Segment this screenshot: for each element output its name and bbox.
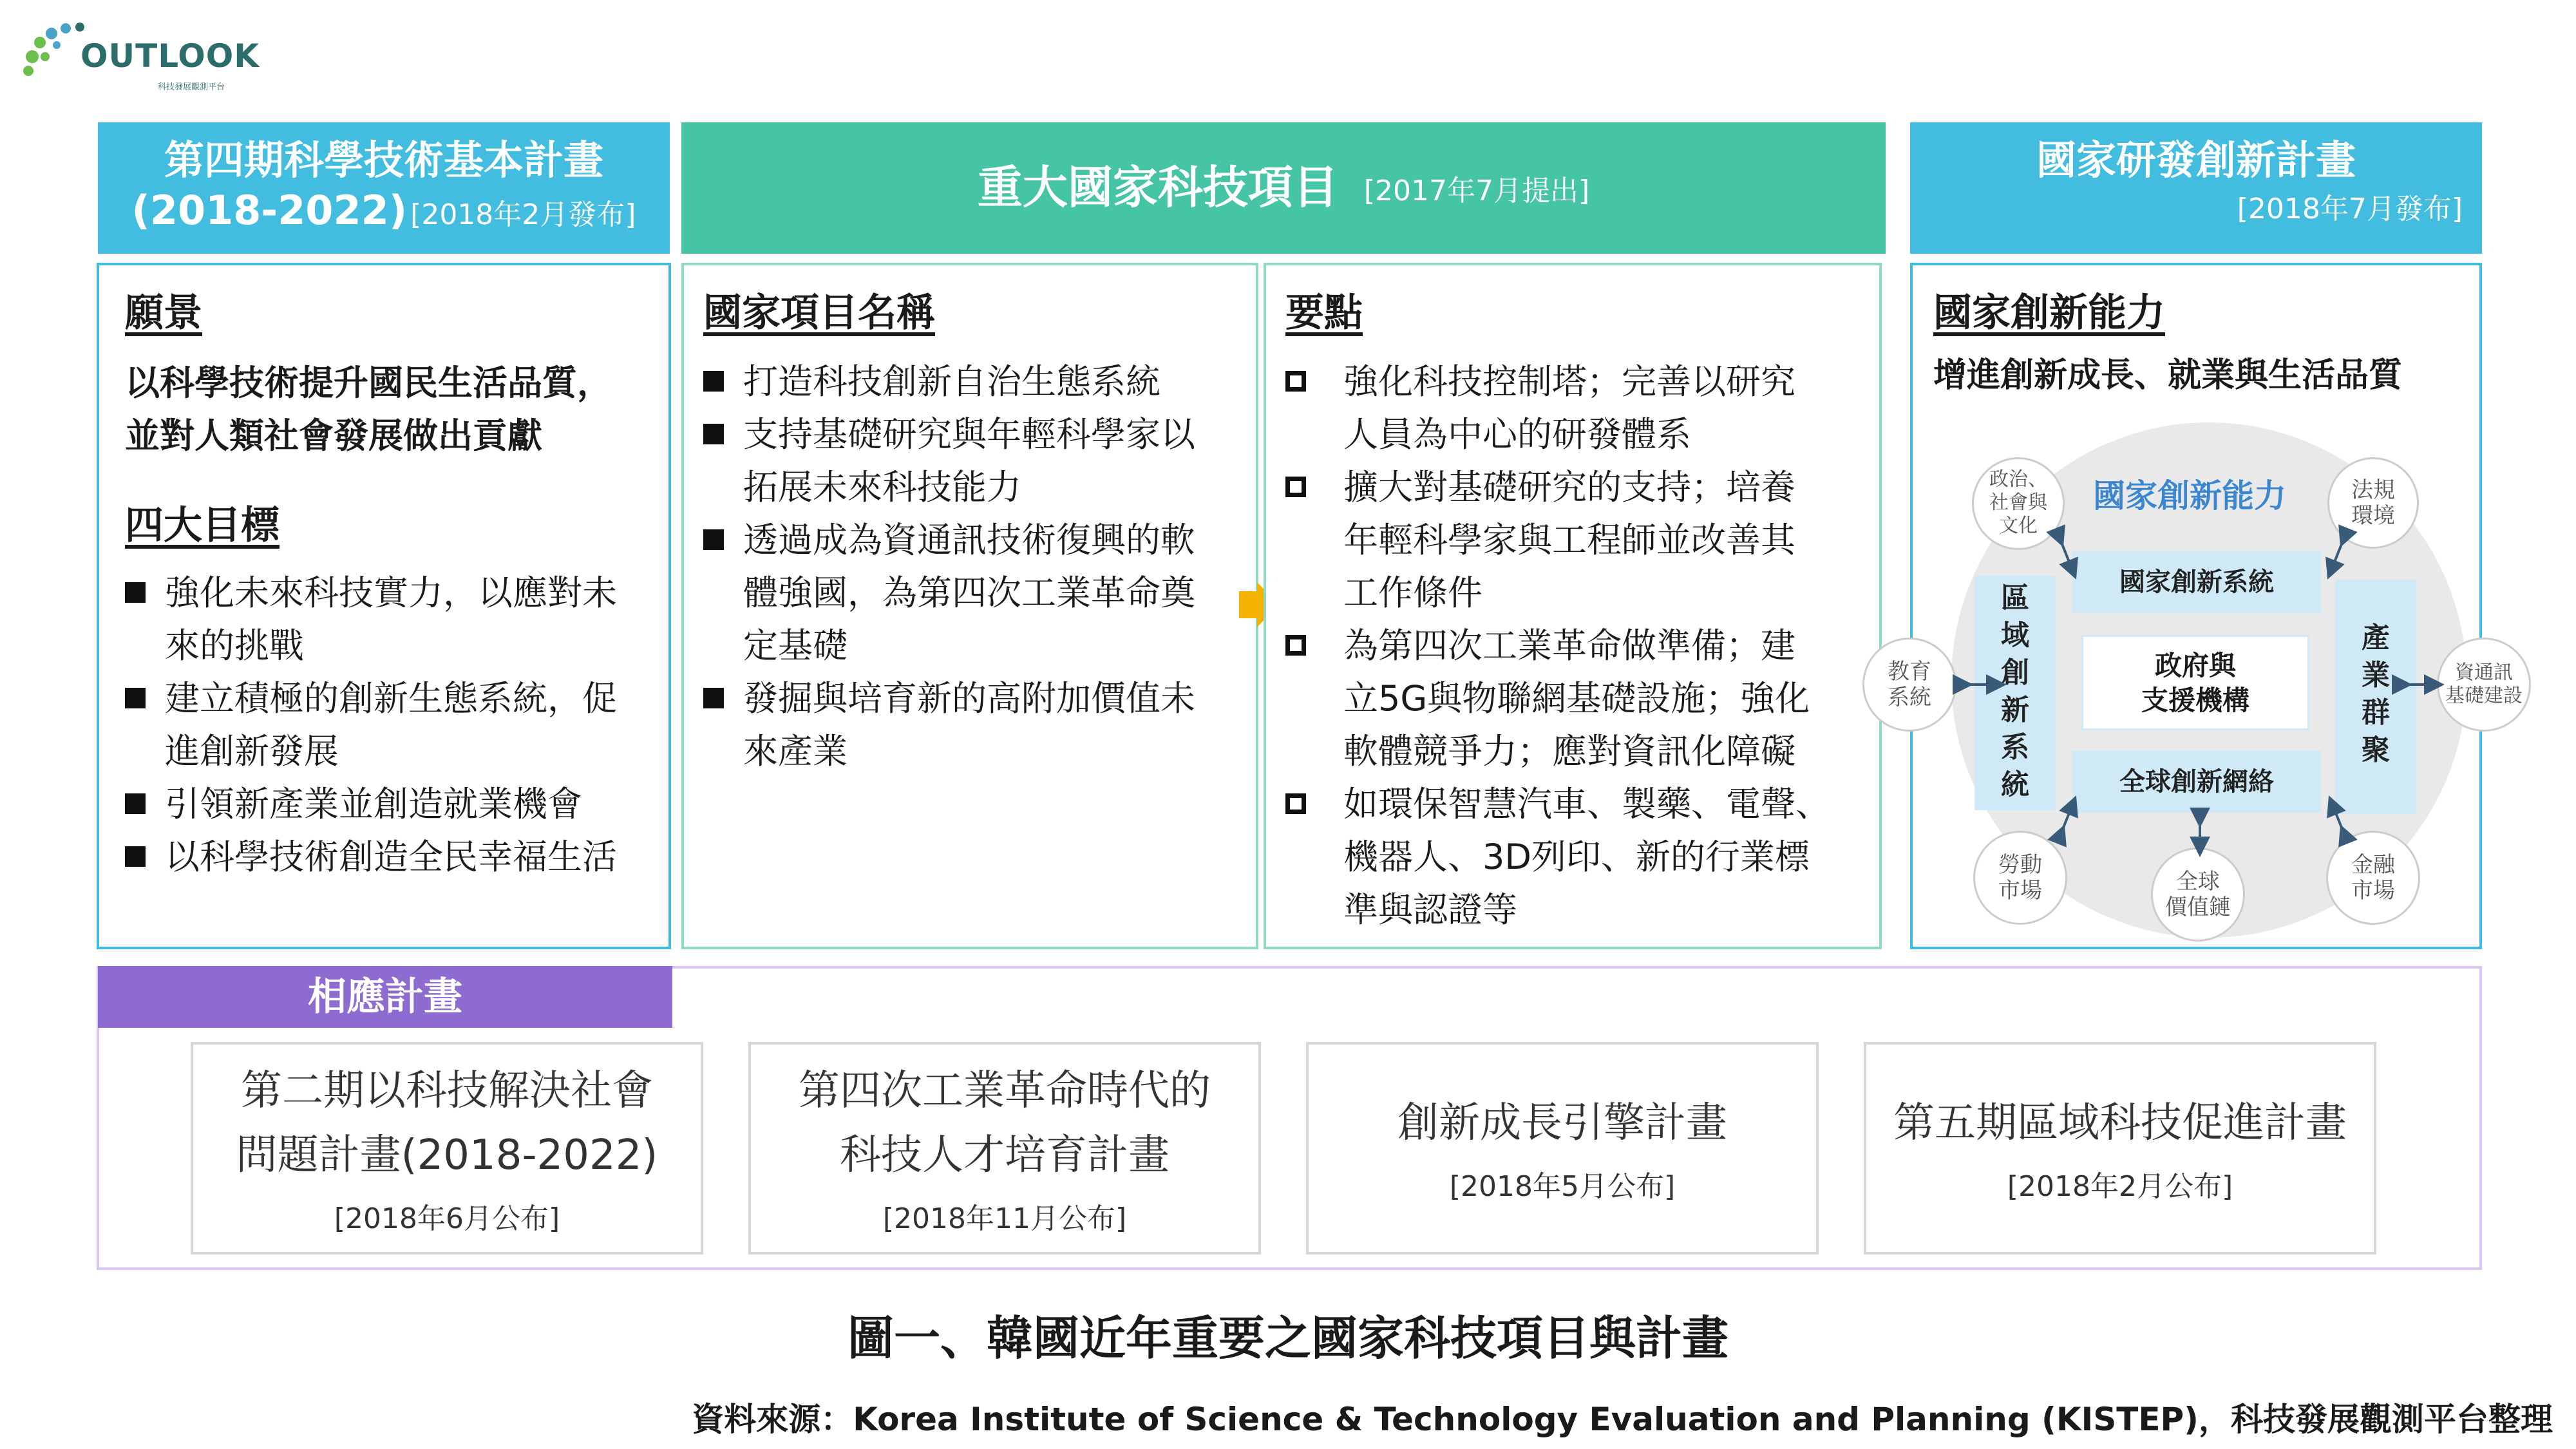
points-item (1285, 778, 1860, 936)
plan-card (1306, 1042, 1819, 1255)
points-item (1285, 355, 1860, 461)
plan-title: 創新成長引擎計畫 (1397, 1099, 1727, 1147)
bullet-hollow-square-icon (1285, 477, 1306, 497)
projects-item-line: 打造科技創新自治生態系統 (743, 361, 1160, 402)
points-list (1285, 355, 1860, 936)
innovation-heading: 國家創新能力 (1933, 290, 2165, 336)
plan-card (748, 1042, 1261, 1255)
gov-support-box: 政府與 支援機構 (2081, 635, 2309, 730)
points-item-line: 強化科技控制塔；完善以研究 (1343, 361, 1795, 402)
logo-wordmark: OUTLOOK (80, 37, 260, 75)
diagram-arrows (1868, 412, 2550, 902)
projects-item-line: 來產業 (743, 731, 848, 772)
national-innovation-system-box: 國家創新系統 (2072, 551, 2321, 613)
header-national-projects (681, 122, 1886, 254)
bullet-square-icon (125, 846, 146, 867)
header-rnd-plan-date: [2018年7月發布] (2237, 192, 2463, 225)
projects-item-line: 定基礎 (743, 625, 848, 666)
bullet-hollow-square-icon (1285, 793, 1306, 814)
plan-date: [2018年6月公布] (334, 1202, 560, 1235)
bullet-square-icon (703, 529, 724, 550)
projects-list (703, 355, 1236, 778)
regional-innovation-system-box: 區 域 創 新 系 統 (1975, 576, 2056, 810)
header-national-projects-title: 重大國家科技項目 (977, 161, 1338, 214)
projects-item (703, 672, 1236, 778)
vision-line-1: 以科學技術提升國民生活品質， (125, 363, 612, 403)
projects-item (703, 514, 1236, 672)
points-panel (1264, 263, 1882, 949)
points-item-line: 年輕科學家與工程師並改善其 (1343, 520, 1795, 560)
plan-card (191, 1042, 703, 1255)
points-item-line: 擴大對基礎研究的支持；培養 (1343, 467, 1795, 507)
points-item-line: 如環保智慧汽車、製藥、電聲、 (1343, 784, 1830, 824)
projects-item-line: 拓展未來科技能力 (743, 467, 1021, 507)
plan-title: 第五期區域科技促進計畫 (1893, 1099, 2347, 1147)
projects-panel (681, 263, 1258, 949)
goal-item: 強化未來科技實力，以應對未 來的挑戰 (125, 567, 643, 672)
satellite-law: 法規 環境 (2327, 457, 2419, 549)
points-item-line: 立5G與物聯網基礎設施；強化 (1343, 678, 1810, 719)
source-note: 資料來源：Korea Institute of Science & Technology Evaluation and Planning (KISTEP)，科技發展觀測平台整理 (692, 1401, 2553, 1438)
satellite-ict: 資通訊 基礎建設 (2437, 638, 2531, 732)
points-item-line: 為第四次工業革命做準備；建 (1343, 625, 1795, 666)
goal-item: 以科學技術創造全民幸福生活 (125, 831, 643, 884)
projects-item-line: 體強國，為第四次工業革命奠 (743, 573, 1195, 613)
plan-title: 第四次工業革命時代的 (799, 1067, 1211, 1115)
projects-item (703, 355, 1236, 408)
innovation-circle-title: 國家創新能力 (2093, 477, 2286, 515)
header-basic-plan-years: (2018-2022) (131, 186, 408, 234)
plan-title: 第二期以科技解決社會 (241, 1067, 653, 1115)
projects-item (703, 408, 1236, 514)
goals-list (125, 567, 643, 884)
plan-date: [2018年11月公布] (882, 1202, 1127, 1235)
points-item-line: 機器人、3D列印、新的行業標 (1343, 837, 1810, 877)
goal-item: 引領新產業並創造就業機會 (125, 778, 643, 831)
vision-panel (97, 263, 671, 949)
points-item-line: 工作條件 (1343, 573, 1482, 613)
bullet-square-icon (703, 371, 724, 392)
header-rnd-plan-title: 國家研發創新計畫 (2036, 137, 2356, 184)
points-item-line: 人員為中心的研發體系 (1343, 414, 1691, 455)
header-basic-plan-title: 第四期科學技術基本計畫 (164, 137, 603, 184)
bullet-hollow-square-icon (1285, 635, 1306, 656)
plan-card (1864, 1042, 2376, 1255)
header-rnd-plan (1910, 122, 2482, 254)
logo (19, 12, 260, 92)
logo-subtitle: 科技發展觀測平台 (158, 82, 225, 92)
global-innovation-network-box: 全球創新網絡 (2072, 751, 2321, 813)
points-item (1285, 461, 1860, 620)
plan-title: 科技人才培育計畫 (840, 1132, 1170, 1179)
industry-cluster-box: 產 業 群 聚 (2335, 580, 2416, 814)
goals-heading: 四大目標 (125, 503, 279, 548)
bullet-square-icon (125, 582, 146, 603)
satellite-labor: 勞動 市場 (1973, 831, 2067, 925)
points-heading: 要點 (1285, 290, 1363, 336)
plan-date: [2018年5月公布] (1449, 1170, 1676, 1203)
plan-date: [2018年2月公布] (2007, 1170, 2233, 1203)
vision-heading: 願景 (125, 290, 202, 336)
projects-item-line: 支持基礎研究與年輕科學家以 (743, 414, 1195, 455)
satellite-finance: 金融 市場 (2326, 831, 2420, 925)
figure-caption: 圖一、韓國近年重要之國家科技項目與計畫 (847, 1311, 1728, 1365)
satellite-education: 教育 系統 (1862, 638, 1956, 732)
projects-heading: 國家項目名稱 (703, 290, 935, 336)
bullet-square-icon (125, 688, 146, 708)
points-item-line: 準與認證等 (1343, 889, 1517, 930)
bullet-square-icon (703, 688, 724, 708)
projects-item-line: 透過成為資通訊技術復興的軟 (743, 520, 1195, 560)
bullet-square-icon (125, 793, 146, 814)
satellite-politics: 政治、 社會與 文化 (1972, 457, 2065, 550)
projects-item-line: 發掘與培育新的高附加價值未 (743, 678, 1195, 719)
innovation-subheading: 增進創新成長、就業與生活品質 (1933, 356, 2403, 395)
vision-line-2: 並對人類社會發展做出貢獻 (125, 415, 542, 456)
points-item (1285, 620, 1860, 778)
plan-title: 問題計畫(2018-2022) (236, 1132, 658, 1179)
bullet-hollow-square-icon (1285, 371, 1306, 392)
points-item-line: 軟體競爭力；應對資訊化障礙 (1343, 731, 1795, 772)
bullet-square-icon (703, 424, 724, 444)
goal-item: 建立積極的創新生態系統，促 進創新發展 (125, 672, 643, 778)
header-basic-plan-date: [2018年2月發布] (410, 198, 636, 231)
header-national-projects-date: [2017年7月提出] (1363, 175, 1590, 207)
header-basic-plan (98, 122, 670, 254)
satellite-value-chain: 全球 價值鏈 (2151, 848, 2245, 942)
related-plans-label: 相應計畫 (98, 966, 672, 1028)
